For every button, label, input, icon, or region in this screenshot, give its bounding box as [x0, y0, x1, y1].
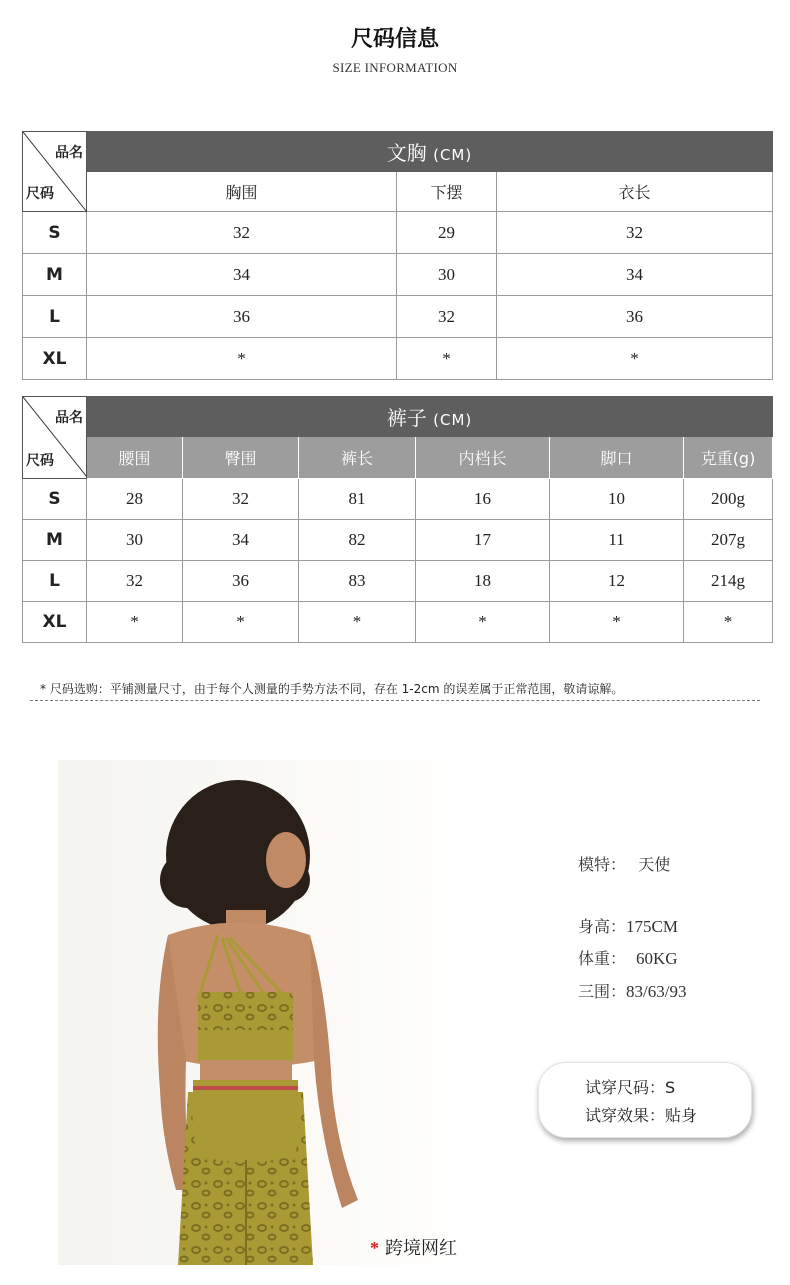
pants-col-hip: 臀围: [183, 437, 299, 479]
page-title: 尺码信息: [350, 27, 439, 52]
table-cell: *: [497, 338, 773, 380]
size-note: * 尺码选购：平铺测量尺寸，由于每个人测量的手势方法不同，存在 1-2cm 的误差属于正常范围，敬请谅解。: [40, 682, 624, 696]
table-cell: *: [87, 338, 397, 380]
table-row: [23, 520, 773, 561]
table-cell: 36: [183, 561, 299, 602]
table-row: [23, 561, 773, 602]
bra-col-bust: 胸围: [87, 172, 397, 212]
row-size: M: [23, 520, 87, 561]
table-cell: *: [299, 602, 416, 643]
table-cell: 36: [87, 296, 397, 338]
row-size: S: [23, 212, 87, 254]
model-weight: [578, 946, 678, 969]
table-cell: 34: [87, 254, 397, 296]
pants-group-header: [87, 397, 773, 437]
table-corner-header: [23, 397, 87, 479]
table-cell: 207g: [684, 520, 773, 561]
bra-col-length: 衣长: [497, 172, 773, 212]
pants-col-inseam: 内档长: [416, 437, 550, 479]
row-size: S: [23, 479, 87, 520]
table-row: [23, 212, 773, 254]
bra-group-header: [87, 132, 773, 172]
table-cell: 12: [550, 561, 684, 602]
table-cell: 200g: [684, 479, 773, 520]
model-height-value: 175CM: [626, 917, 678, 936]
table-cell: 30: [87, 520, 183, 561]
table-cell: 16: [416, 479, 550, 520]
table-cell: 32: [183, 479, 299, 520]
table-cell: *: [183, 602, 299, 643]
pants-col-length: 裤长: [299, 437, 416, 479]
tryon-size: 试穿尺码：S: [585, 1078, 676, 1097]
pants-size-table: [22, 396, 773, 643]
table-cell: 214g: [684, 561, 773, 602]
pants-col-leg-opening: 脚口: [550, 437, 684, 479]
table-cell: 32: [87, 561, 183, 602]
table-cell: 82: [299, 520, 416, 561]
table-cell: 83: [299, 561, 416, 602]
table-cell: *: [397, 338, 497, 380]
dashed-divider: [30, 700, 760, 701]
table-cell: 36: [497, 296, 773, 338]
table-row: [23, 479, 773, 520]
table-row: [23, 338, 773, 380]
model-weight-label: 体重：: [578, 949, 627, 968]
bra-group-name: 文胸: [386, 141, 427, 165]
table-cell: 29: [397, 212, 497, 254]
pants-col-weight: 克重(g): [684, 437, 773, 479]
tryon-effect: 试穿效果：贴身: [585, 1106, 698, 1125]
table-cell: 10: [550, 479, 684, 520]
caption-text: 跨境网红: [385, 1238, 457, 1258]
bra-unit: (CM): [433, 146, 473, 164]
table-cell: 32: [87, 212, 397, 254]
row-size: L: [23, 561, 87, 602]
model-measure-label: 三围：: [578, 982, 627, 1001]
model-weight-value: 60KG: [636, 949, 678, 968]
table-cell: *: [684, 602, 773, 643]
table-cell: *: [87, 602, 183, 643]
row-size: XL: [23, 338, 87, 380]
table-corner-header: [23, 132, 87, 212]
row-size: L: [23, 296, 87, 338]
bra-size-table: [22, 131, 773, 380]
table-cell: 81: [299, 479, 416, 520]
table-cell: *: [550, 602, 684, 643]
corner-product-label: 品名: [55, 410, 83, 426]
row-size: M: [23, 254, 87, 296]
corner-size-label: 尺码: [26, 186, 54, 202]
model-height: [578, 914, 678, 937]
table-cell: 18: [416, 561, 550, 602]
model-name-value: 天使: [638, 857, 671, 874]
tryon-card: [538, 1062, 752, 1138]
star-icon: *: [370, 1238, 379, 1258]
page-subtitle: SIZE INFORMATION: [332, 60, 458, 75]
model-name-label: 模特：: [578, 855, 627, 874]
table-row: [23, 296, 773, 338]
table-cell: 34: [183, 520, 299, 561]
bra-col-hem: 下摆: [397, 172, 497, 212]
table-cell: 11: [550, 520, 684, 561]
model-measure-value: 83/63/93: [626, 982, 687, 1001]
corner-product-label: 品名: [55, 145, 83, 161]
model-height-label: 身高：: [578, 917, 627, 936]
pants-unit: (CM): [433, 411, 473, 429]
table-cell: *: [416, 602, 550, 643]
table-row: [23, 254, 773, 296]
model-name: [578, 852, 670, 875]
model-measurements: [578, 979, 686, 1002]
model-photo: [58, 760, 484, 1265]
photo-caption: [370, 1234, 457, 1260]
corner-size-label: 尺码: [26, 453, 54, 469]
table-cell: 32: [397, 296, 497, 338]
pants-col-waist: 腰围: [87, 437, 183, 479]
table-cell: 34: [497, 254, 773, 296]
table-cell: 17: [416, 520, 550, 561]
table-row: [23, 602, 773, 643]
table-cell: 32: [497, 212, 773, 254]
row-size: XL: [23, 602, 87, 643]
pants-group-name: 裤子: [386, 406, 427, 430]
table-cell: 28: [87, 479, 183, 520]
table-cell: 30: [397, 254, 497, 296]
